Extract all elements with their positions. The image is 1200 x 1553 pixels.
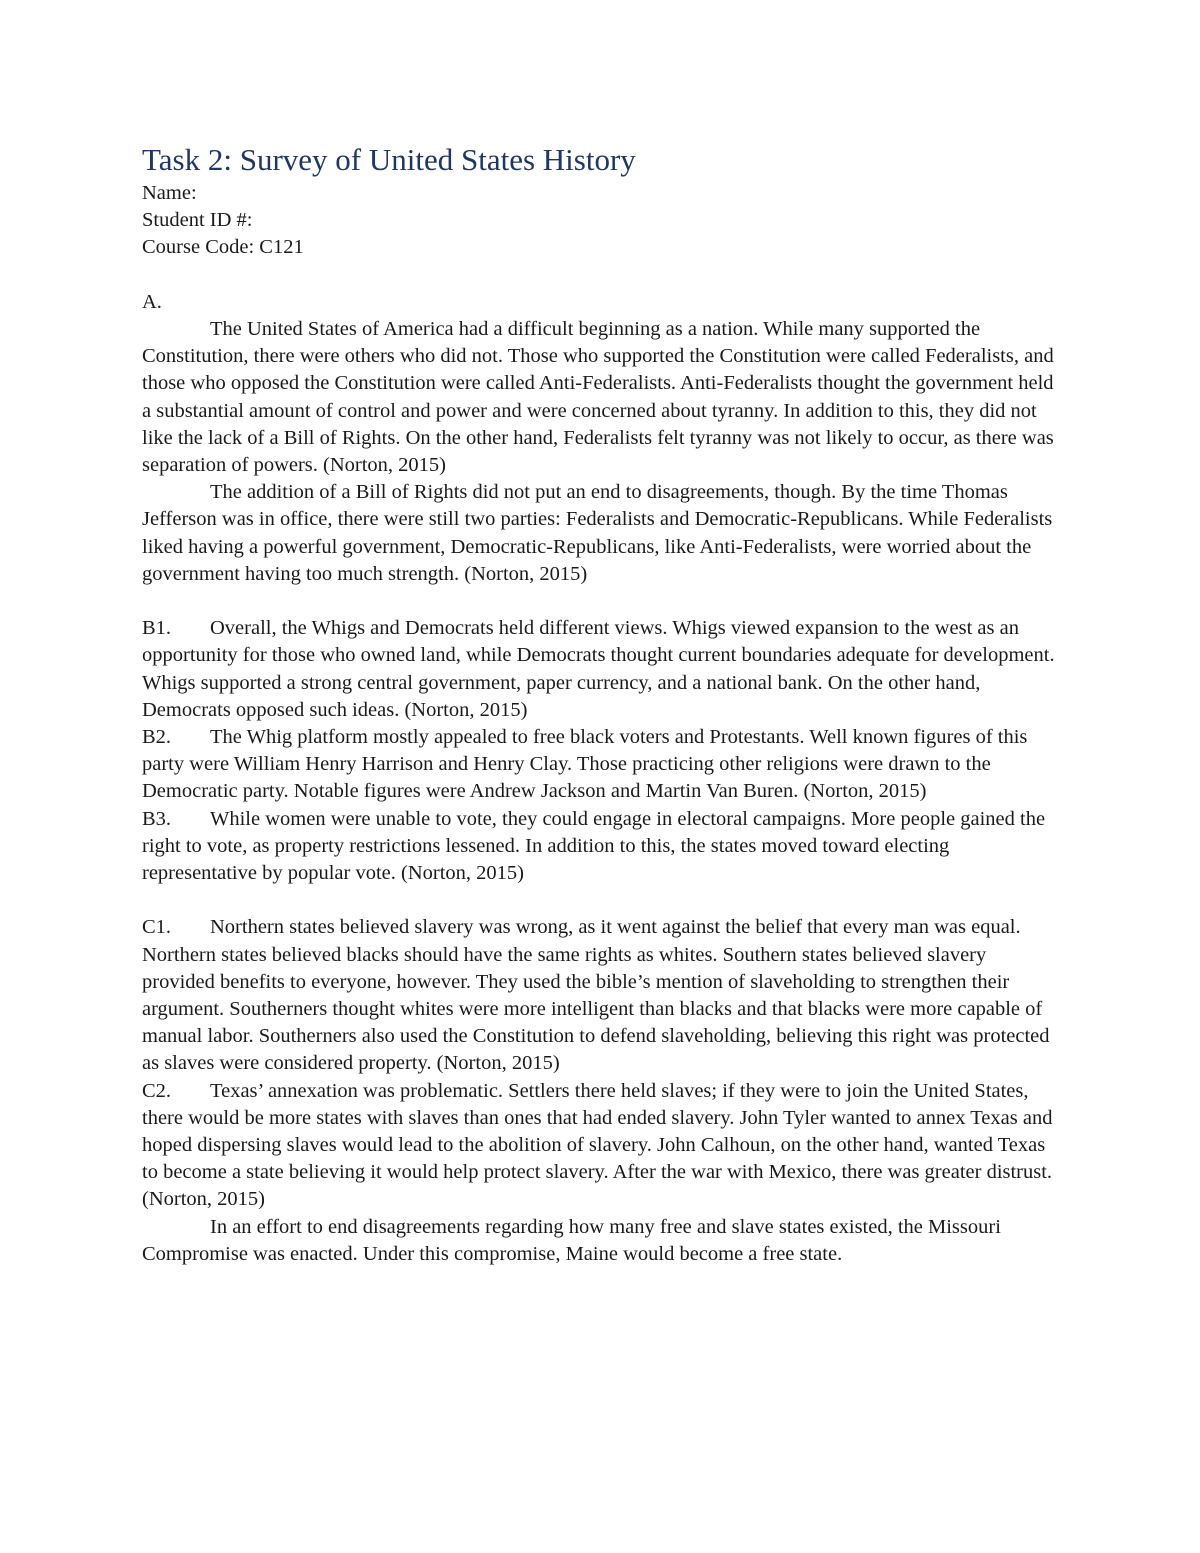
spacer [142,262,1062,289]
student-id-line: Student ID #: [142,209,253,232]
section-b3-label: B3. [142,807,172,830]
section-b3 [142,806,1062,888]
section-c2-paragraph-2-text: In an effort to end disagreements regarding how many free and slave states existed, the Missouri Compromise was enacted. Under this compromise, Maine would become a free state. [142,1215,1001,1265]
course-code-line: Course Code: C121 [142,236,304,259]
section-a-paragraph-1 [142,316,1062,479]
section-b2-text: The Whig platform mostly appealed to free black voters and Protestants. Well known figures of this party were William Henry Harrison and Henry Clay. Those practicing other religions were drawn to the Democratic party. Notable figures were Andrew Jackson and Martin Van Buren. (Norton, 2015) [142,726,1028,803]
section-b1-text: Overall, the Whigs and Democrats held different views. Whigs viewed expansion to the west as an opportunity for those who owned land, while Democrats thought current boundaries adequate for development. Whigs supported a strong central government, paper currency, and a national bank. On the other hand, Democrats opposed such ideas. (Norton, 2015) [142,617,1055,721]
section-c2 [142,1078,1062,1214]
section-a-paragraph-1-text: The United States of America had a difficult beginning as a nation. While many supported the Constitution, there were others who did not. Those who supported the Constitution were called Federalists, and those who opposed the Constitution were called Anti-Federalists. Anti-Federalists thought the government held a substantial amount of control and power and were concerned about tyranny. In addition to this, they did not like the lack of a Bill of Rights. On the other hand, Federalists felt tyranny was not likely to occur, as there was separation of powers. (Norton, 2015) [142,318,1054,477]
section-b1-label: B1. [142,617,172,640]
section-c2-paragraph-2 [142,1214,1062,1268]
section-b2-label: B2. [142,726,172,749]
section-a-label: A. [142,290,162,313]
section-c2-label: C2. [142,1079,172,1102]
section-a-paragraph-2-text: The addition of a Bill of Rights did not put an end to disagreements, though. By the time Thomas Jefferson was in office, there were still two parties: Federalists and Democratic-Republicans. While Federalists liked having a powerful government, Democratic-Republicans, like Anti-Federalists, were worried about the government having too much strength. (Norton, 2015) [142,481,1053,585]
section-c2-text: Texas’ annexation was problematic. Settlers there held slaves; if they were to join the United States, there would be more states with slaves than ones that had ended slavery. John Tyler wanted to annex Texas and hoped dispersing slaves would lead to the abolition of slavery. John Calhoun, on the other hand, wanted Texas to become a state believing it would help protect slavery. After the war with Mexico, there was greater distrust. (Norton, 2015) [142,1079,1053,1211]
name-line: Name: [142,182,197,204]
section-b2 [142,724,1062,806]
section-b3-text: While women were unable to vote, they could engage in electoral campaigns. More people gained the right to vote, as property restrictions lessened. In addition to this, the states moved toward electing representative by popular vote. (Norton, 2015) [142,807,1046,885]
section-c1-text: Northern states believed slavery was wrong, as it went against the belief that every man was equal. Northern states believed blacks should have the same rights as whites. Southern states believed slavery provided benefits to everyone, however. They used the bible’s mention of slaveholding to strengthen their argument. Southerners thought whites were more intelligent than blacks and that blacks were more capable of manual labor. Southerners also used the Constitution to defend slaveholding, believing this right was protected as slaves were considered property. (Norton, 2015) [142,916,1050,1075]
section-b1 [142,615,1062,724]
spacer [142,588,1062,615]
section-c1 [142,914,1062,1077]
section-c1-label: C1. [142,916,172,939]
document-body [142,140,1062,1268]
spacer [142,887,1062,914]
section-a-paragraph-2 [142,479,1062,588]
document-title: Task 2: Survey of United States History [142,142,636,177]
